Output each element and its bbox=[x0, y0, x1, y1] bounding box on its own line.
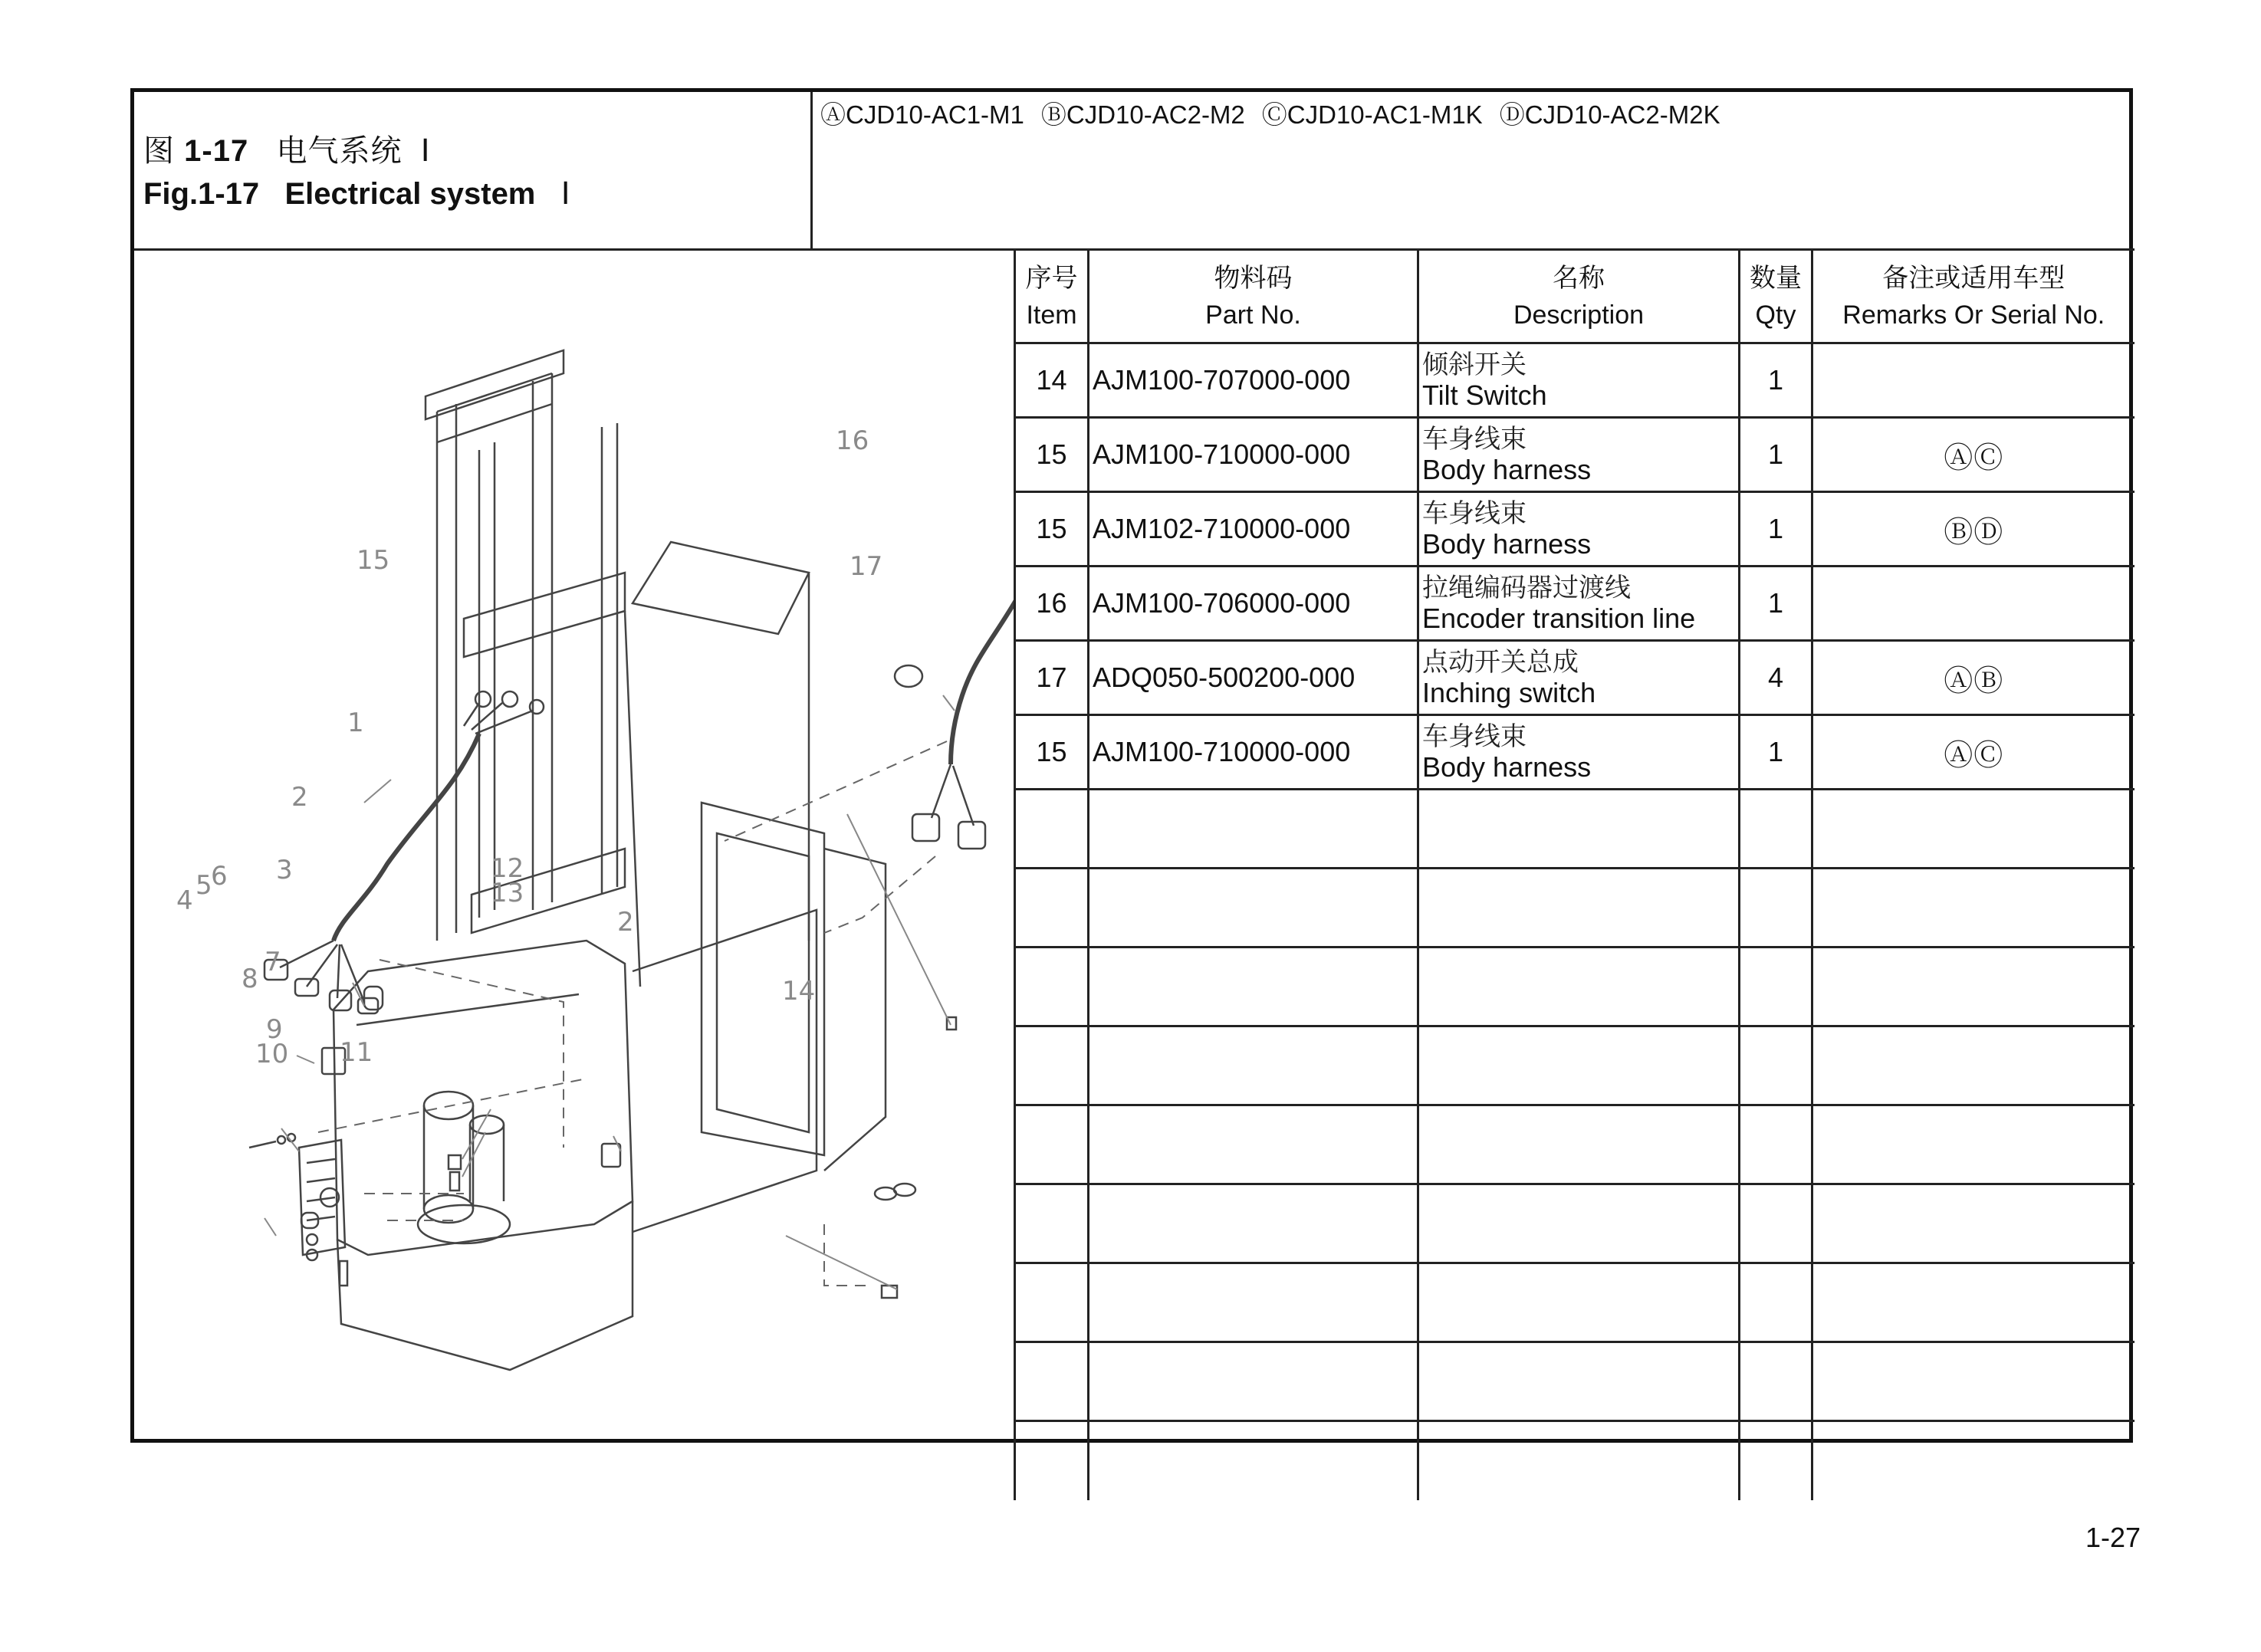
blank-cell bbox=[1740, 1263, 1812, 1342]
callout-label: 3 bbox=[276, 855, 293, 885]
description-cn: 车身线束 bbox=[1422, 722, 1527, 751]
description-en: Inching switch bbox=[1422, 677, 1596, 708]
description bbox=[1418, 418, 1740, 492]
blank-cell bbox=[1812, 790, 2134, 869]
blank-cell bbox=[1418, 1421, 1740, 1500]
operator-platform-icon bbox=[625, 542, 886, 1171]
part-number: AJM102-710000-000 bbox=[1089, 492, 1418, 567]
blank-cell bbox=[1812, 1026, 2134, 1105]
quantity: 4 bbox=[1740, 641, 1812, 715]
callout-label: 2 bbox=[617, 907, 634, 938]
blank-cell bbox=[1089, 1342, 1418, 1421]
mast-icon bbox=[426, 350, 625, 941]
column-header-description: 名称 Description bbox=[1418, 250, 1740, 343]
callout-leaders bbox=[265, 695, 955, 1289]
quantity: 1 bbox=[1740, 567, 1812, 641]
blank-cell bbox=[1015, 1421, 1089, 1500]
blank-table-row bbox=[1015, 790, 2134, 869]
table-row bbox=[1015, 492, 2134, 567]
description-en: Tilt Switch bbox=[1422, 379, 1547, 411]
callout-label: 14 bbox=[782, 976, 816, 1007]
callout-label: 6 bbox=[211, 861, 228, 892]
blank-cell bbox=[1812, 1263, 2134, 1342]
description-cn: 车身线束 bbox=[1422, 425, 1527, 454]
quantity: 1 bbox=[1740, 343, 1812, 418]
figure-title-block bbox=[134, 92, 813, 251]
blank-table-row bbox=[1015, 1342, 2134, 1421]
blank-cell bbox=[1015, 790, 1089, 869]
blank-cell bbox=[1740, 948, 1812, 1026]
description-cn: 车身线束 bbox=[1422, 499, 1527, 528]
blank-cell bbox=[1740, 790, 1812, 869]
remarks: ⒶⒸ bbox=[1812, 418, 2134, 492]
blank-cell bbox=[1740, 869, 1812, 948]
blank-cell bbox=[1015, 1184, 1089, 1263]
part-number: AJM100-706000-000 bbox=[1089, 567, 1418, 641]
blank-cell bbox=[1740, 1184, 1812, 1263]
column-header-remarks: 备注或适用车型 Remarks Or Serial No. bbox=[1812, 250, 2134, 343]
quantity: 1 bbox=[1740, 492, 1812, 567]
item-number: 16 bbox=[1015, 567, 1089, 641]
callout-label: 17 bbox=[850, 551, 883, 582]
table-row bbox=[1015, 641, 2134, 715]
blank-table-row bbox=[1015, 948, 2134, 1026]
callout-label: 16 bbox=[836, 425, 869, 456]
description-en: Body harness bbox=[1422, 454, 1592, 485]
remarks: ⒷⒹ bbox=[1812, 492, 2134, 567]
remarks: ⒶⒷ bbox=[1812, 641, 2134, 715]
page-number: 1-27 bbox=[2085, 1522, 2141, 1553]
blank-table-row bbox=[1015, 869, 2134, 948]
description-en: Encoder transition line bbox=[1422, 603, 1696, 634]
table-row bbox=[1015, 418, 2134, 492]
description-cn: 拉绳编码器过渡线 bbox=[1422, 573, 1631, 603]
model-entry: ⒸCJD10-AC1-M1K bbox=[1261, 100, 1483, 129]
callout-label: 1 bbox=[347, 708, 364, 738]
blank-cell bbox=[1740, 1342, 1812, 1421]
callout-label: 10 bbox=[255, 1039, 289, 1069]
column-header-qty: 数量 Qty bbox=[1740, 250, 1812, 343]
part-number: ADQ050-500200-000 bbox=[1089, 641, 1418, 715]
quantity: 1 bbox=[1740, 418, 1812, 492]
blank-cell bbox=[1418, 1263, 1740, 1342]
model-entry: ⒷCJD10-AC2-M2 bbox=[1040, 100, 1245, 129]
callout-label: 12 bbox=[491, 853, 524, 884]
blank-cell bbox=[1812, 1421, 2134, 1500]
encoder-transition-line-icon bbox=[912, 511, 1014, 849]
remarks bbox=[1812, 343, 2134, 418]
figure-title-en: Fig.1-17 Electrical system Ⅰ bbox=[143, 177, 570, 211]
blank-cell bbox=[1089, 790, 1418, 869]
blank-table-row bbox=[1015, 1263, 2134, 1342]
model-entry: ⒹCJD10-AC2-M2K bbox=[1499, 100, 1720, 129]
description-en: Body harness bbox=[1422, 751, 1592, 783]
blank-cell bbox=[1089, 1026, 1418, 1105]
chassis-body-icon bbox=[334, 910, 915, 1370]
blank-cell bbox=[1089, 1105, 1418, 1184]
callout-label: 15 bbox=[357, 545, 390, 576]
blank-cell bbox=[1089, 869, 1418, 948]
blank-cell bbox=[1740, 1421, 1812, 1500]
model-list bbox=[820, 95, 1737, 131]
exploded-parts-drawing bbox=[134, 251, 1014, 1439]
callout-label: 7 bbox=[265, 947, 281, 977]
blank-cell bbox=[1015, 1105, 1089, 1184]
table-row bbox=[1015, 715, 2134, 790]
description bbox=[1418, 343, 1740, 418]
item-number: 15 bbox=[1015, 715, 1089, 790]
blank-cell bbox=[1812, 1342, 2134, 1421]
description bbox=[1418, 641, 1740, 715]
parts-list-table bbox=[1014, 248, 2134, 1500]
blank-table-row bbox=[1015, 1026, 2134, 1105]
callout-label: 13 bbox=[491, 878, 524, 908]
forklift-electrical-illustration bbox=[134, 251, 1014, 1443]
table-row bbox=[1015, 343, 2134, 418]
table-row bbox=[1015, 567, 2134, 641]
blank-cell bbox=[1015, 869, 1089, 948]
item-number: 15 bbox=[1015, 492, 1089, 567]
item-number: 15 bbox=[1015, 418, 1089, 492]
figure-title-cn: 图 1-17 电气系统 Ⅰ bbox=[143, 134, 431, 168]
blank-cell bbox=[1015, 948, 1089, 1026]
callout-label: 2 bbox=[291, 782, 308, 813]
blank-table-row bbox=[1015, 1184, 2134, 1263]
item-number: 17 bbox=[1015, 641, 1089, 715]
blank-cell bbox=[1015, 1342, 1089, 1421]
part-number: AJM100-710000-000 bbox=[1089, 715, 1418, 790]
blank-table-row bbox=[1015, 1421, 2134, 1500]
blank-cell bbox=[1812, 948, 2134, 1026]
blank-cell bbox=[1418, 1105, 1740, 1184]
applicable-models-block bbox=[813, 92, 2129, 251]
description bbox=[1418, 567, 1740, 641]
blank-table-row bbox=[1015, 1105, 2134, 1184]
blank-cell bbox=[1812, 1184, 2134, 1263]
remarks bbox=[1812, 567, 2134, 641]
description-cn: 倾斜开关 bbox=[1422, 350, 1527, 379]
blank-cell bbox=[1418, 948, 1740, 1026]
model-entry: ⒶCJD10-AC1-M1 bbox=[820, 100, 1024, 129]
blank-cell bbox=[1740, 1026, 1812, 1105]
blank-cell bbox=[1418, 790, 1740, 869]
remarks: ⒶⒸ bbox=[1812, 715, 2134, 790]
table-header-row bbox=[1015, 250, 2134, 343]
callout-label: 9 bbox=[266, 1014, 283, 1045]
column-header-part-no: 物料码 Part No. bbox=[1089, 250, 1418, 343]
part-number: AJM100-707000-000 bbox=[1089, 343, 1418, 418]
blank-cell bbox=[1418, 1342, 1740, 1421]
description-cn: 点动开关总成 bbox=[1422, 648, 1579, 677]
blank-cell bbox=[1015, 1263, 1089, 1342]
column-header-item: 序号 Item bbox=[1015, 250, 1089, 343]
blank-cell bbox=[1089, 1421, 1418, 1500]
part-number: AJM100-710000-000 bbox=[1089, 418, 1418, 492]
blank-cell bbox=[1418, 1184, 1740, 1263]
callout-label: 4 bbox=[176, 885, 193, 916]
callout-label: 11 bbox=[340, 1037, 373, 1068]
blank-cell bbox=[1089, 1184, 1418, 1263]
callout-label: 5 bbox=[196, 870, 212, 901]
blank-cell bbox=[1418, 869, 1740, 948]
quantity: 1 bbox=[1740, 715, 1812, 790]
blank-cell bbox=[1089, 948, 1418, 1026]
callout-label: 8 bbox=[242, 964, 258, 994]
blank-cell bbox=[1418, 1026, 1740, 1105]
description-en: Body harness bbox=[1422, 528, 1592, 560]
blank-cell bbox=[1740, 1105, 1812, 1184]
figure-frame bbox=[130, 88, 2133, 1443]
blank-cell bbox=[1015, 1026, 1089, 1105]
blank-cell bbox=[1089, 1263, 1418, 1342]
description bbox=[1418, 715, 1740, 790]
item-number: 14 bbox=[1015, 343, 1089, 418]
description bbox=[1418, 492, 1740, 567]
blank-cell bbox=[1812, 869, 2134, 948]
blank-cell bbox=[1812, 1105, 2134, 1184]
